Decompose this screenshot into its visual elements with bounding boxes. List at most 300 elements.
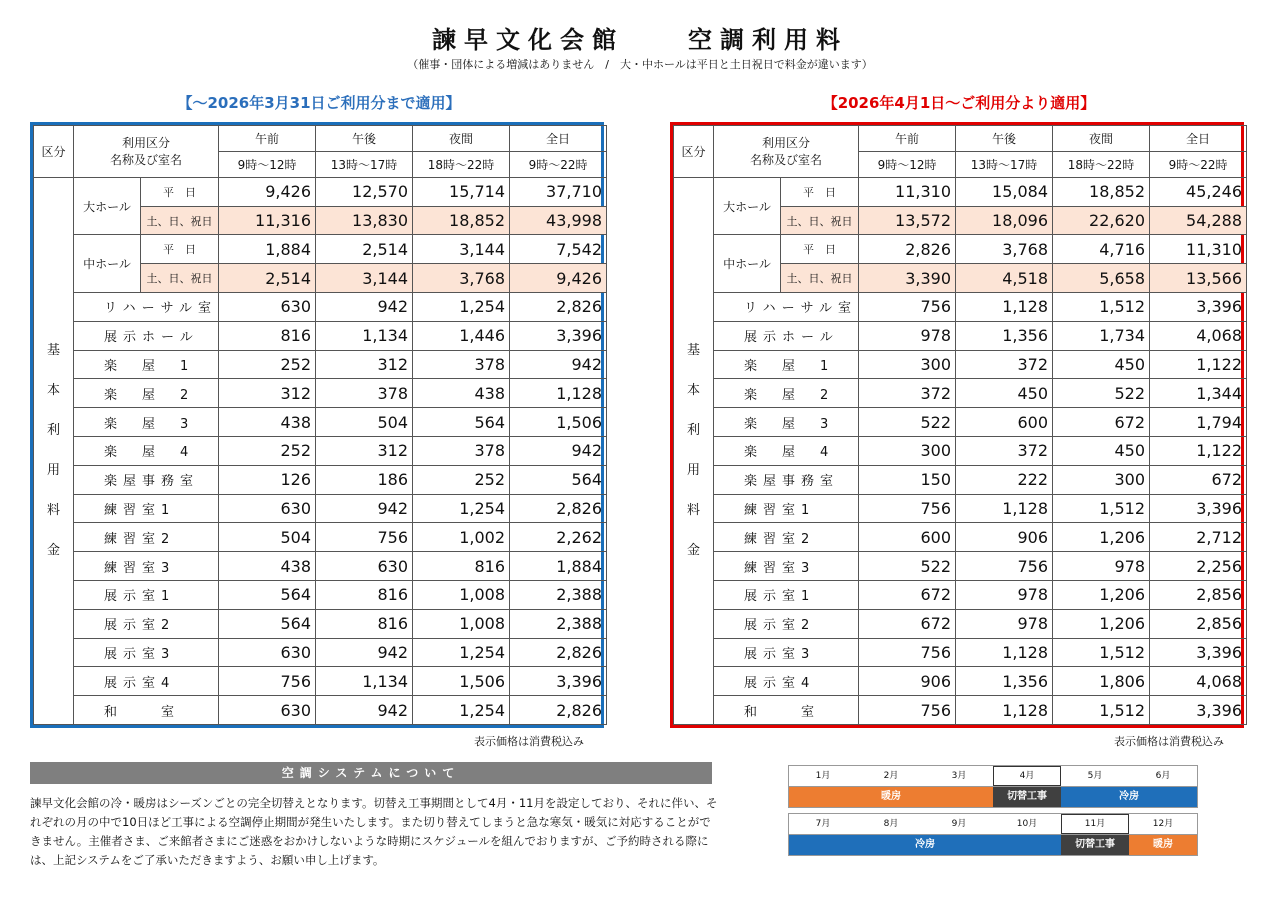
price-cell: 2,856 [1150, 609, 1247, 638]
price-cell: 1,134 [316, 667, 413, 696]
price-cell: 3,144 [316, 264, 413, 293]
price-cell: 564 [413, 408, 510, 437]
room-name: 楽 屋 1 [74, 350, 219, 379]
price-cell: 1,254 [413, 494, 510, 523]
usage-header [74, 126, 219, 178]
season-bar: 冷房 [1061, 787, 1197, 807]
time-header: 18時～22時 [413, 151, 510, 177]
table-row [34, 408, 607, 437]
price-cell: 564 [510, 465, 607, 494]
room-name: 展示室2 [714, 609, 859, 638]
price-cell: 906 [859, 667, 956, 696]
basic-fee-char: 基 [686, 342, 700, 358]
price-cell: 3,396 [1150, 696, 1247, 725]
time-header: 13時～17時 [316, 151, 413, 177]
price-cell: 504 [219, 523, 316, 552]
room-name: 練習室3 [714, 552, 859, 581]
room-name: 展示室2 [74, 609, 219, 638]
month-label: 6月 [1155, 771, 1171, 781]
price-cell: 252 [219, 350, 316, 379]
price-cell: 1,356 [956, 667, 1053, 696]
room-name: 楽 屋 4 [714, 436, 859, 465]
month-label: 8月 [883, 819, 899, 829]
month-label: 11月 [1061, 814, 1129, 834]
weekend-label: 土、日、祝日 [781, 264, 859, 293]
price-cell: 2,826 [510, 494, 607, 523]
table-row [674, 465, 1247, 494]
price-cell: 22,620 [1053, 206, 1150, 235]
price-cell: 2,826 [510, 696, 607, 725]
price-cell: 942 [316, 696, 413, 725]
price-cell: 11,310 [859, 177, 956, 206]
weekday-label: 平 日 [141, 177, 219, 206]
weekend-label: 土、日、祝日 [141, 206, 219, 235]
price-cell: 252 [413, 465, 510, 494]
price-cell: 3,396 [1150, 293, 1247, 322]
kubun-header: 区分 [34, 126, 74, 178]
basic-fee-label [34, 177, 74, 724]
price-cell: 756 [219, 667, 316, 696]
price-cell: 15,084 [956, 177, 1053, 206]
price-cell: 15,714 [413, 177, 510, 206]
usage-header-line2: 名称及び室名 [750, 153, 823, 168]
price-cell: 1,356 [956, 321, 1053, 350]
price-cell: 942 [316, 494, 413, 523]
room-name: 楽 屋 1 [714, 350, 859, 379]
weekday-label: 平 日 [781, 177, 859, 206]
room-name: リハーサル室 [714, 293, 859, 322]
room-name: 和 室 [714, 696, 859, 725]
system-description: 諫早文化会館の冷・暖房はシーズンごとの完全切替えとなります。切替え工事期間として4月・11月を設定しており、それに伴い、それぞれの月の中で10日ほど工事による空調停止期間が発生いたします。また切り替えてしまうと急な寒気・暖気に対応することができません。主催者さま、ご来館者さまにご迷惑をおかけしないような時期にスケジュールを組んでおりますが、ご予約時される際には、上記システムをご了承いただきますよう、お願い申し上げます。 [30, 796, 718, 867]
price-cell: 372 [956, 436, 1053, 465]
price-cell: 630 [219, 293, 316, 322]
month-label: 9月 [951, 819, 967, 829]
room-name: 楽 屋 2 [74, 379, 219, 408]
room-name: 展示室4 [714, 667, 859, 696]
price-cell: 450 [956, 379, 1053, 408]
room-name: 楽 屋 2 [714, 379, 859, 408]
table-row [674, 321, 1247, 350]
price-cell: 1,344 [1150, 379, 1247, 408]
price-cell: 378 [413, 350, 510, 379]
room-name: 展示室1 [714, 580, 859, 609]
old-rates-table [30, 122, 604, 728]
table-row [674, 350, 1247, 379]
price-cell: 3,396 [1150, 494, 1247, 523]
month-label: 4月 [993, 766, 1061, 786]
price-cell: 630 [316, 552, 413, 581]
table-row [674, 552, 1247, 581]
price-cell: 3,396 [510, 667, 607, 696]
price-cell: 564 [219, 580, 316, 609]
price-cell: 9,426 [219, 177, 316, 206]
price-cell: 2,826 [859, 235, 956, 264]
table-row [34, 580, 607, 609]
period-header-yakan: 夜間 [413, 126, 510, 152]
month-label: 12月 [1152, 819, 1174, 829]
price-cell: 672 [1053, 408, 1150, 437]
price-cell: 1,128 [956, 293, 1053, 322]
price-cell: 378 [413, 436, 510, 465]
price-cell: 906 [956, 523, 1053, 552]
price-cell: 18,096 [956, 206, 1053, 235]
price-cell: 438 [219, 552, 316, 581]
price-cell: 1,128 [956, 638, 1053, 667]
calendar-months [788, 813, 1198, 834]
price-cell: 1,122 [1150, 436, 1247, 465]
price-cell: 1,008 [413, 580, 510, 609]
period-header-gogo: 午後 [316, 126, 413, 152]
calendar-months [788, 765, 1198, 786]
price-cell: 4,068 [1150, 667, 1247, 696]
price-cell: 2,514 [219, 264, 316, 293]
room-name: 展示室4 [74, 667, 219, 696]
price-cell: 816 [219, 321, 316, 350]
period-header-gozen: 午前 [219, 126, 316, 152]
table-row [674, 177, 1247, 206]
price-cell: 12,570 [316, 177, 413, 206]
basic-fee-char: 用 [686, 462, 700, 478]
table-row [674, 696, 1247, 725]
time-header: 9時～22時 [510, 151, 607, 177]
table-row [34, 379, 607, 408]
month-label: 1月 [815, 771, 831, 781]
price-cell: 438 [413, 379, 510, 408]
table-row [674, 379, 1247, 408]
table-row [34, 350, 607, 379]
month-label: 10月 [1016, 819, 1038, 829]
tax-note: 表示価格は消費税込み [474, 735, 584, 748]
price-cell: 978 [956, 609, 1053, 638]
price-cell: 1,206 [1053, 580, 1150, 609]
table-row [34, 321, 607, 350]
price-cell: 1,128 [510, 379, 607, 408]
price-cell: 816 [413, 552, 510, 581]
price-cell: 312 [316, 436, 413, 465]
price-cell: 186 [316, 465, 413, 494]
price-cell: 600 [956, 408, 1053, 437]
table-row [34, 494, 607, 523]
room-name: リハーサル室 [74, 293, 219, 322]
weekday-label: 平 日 [781, 235, 859, 264]
price-cell: 756 [859, 293, 956, 322]
price-cell: 2,262 [510, 523, 607, 552]
price-cell: 126 [219, 465, 316, 494]
price-cell: 1,512 [1053, 696, 1150, 725]
price-cell: 1,884 [219, 235, 316, 264]
price-cell: 756 [859, 494, 956, 523]
basic-fee-char: 金 [686, 542, 700, 558]
room-name: 練習室2 [714, 523, 859, 552]
table-row [674, 293, 1247, 322]
table-row [674, 494, 1247, 523]
room-name: 展示室3 [714, 638, 859, 667]
system-heading: 空調システムについて [30, 762, 712, 784]
price-cell: 312 [219, 379, 316, 408]
price-cell: 13,830 [316, 206, 413, 235]
price-cell: 438 [219, 408, 316, 437]
price-cell: 9,426 [510, 264, 607, 293]
price-cell: 2,712 [1150, 523, 1247, 552]
room-name: 展示室1 [74, 580, 219, 609]
table-row [34, 177, 607, 206]
price-cell: 1,254 [413, 293, 510, 322]
price-cell: 1,206 [1053, 609, 1150, 638]
price-cell: 4,716 [1053, 235, 1150, 264]
price-cell: 252 [219, 436, 316, 465]
room-name: 和 室 [74, 696, 219, 725]
calendar-second-half [788, 813, 1198, 856]
price-cell: 378 [316, 379, 413, 408]
season-bar: 暖房 [1129, 835, 1197, 855]
price-cell: 4,518 [956, 264, 1053, 293]
price-cell: 942 [510, 436, 607, 465]
table-row [674, 609, 1247, 638]
price-cell: 1,512 [1053, 638, 1150, 667]
period-header-yakan: 夜間 [1053, 126, 1150, 152]
basic-fee-char: 料 [46, 502, 60, 518]
table-row [34, 436, 607, 465]
table-row [34, 465, 607, 494]
room-name: 楽 屋 3 [714, 408, 859, 437]
time-header: 9時～22時 [1150, 151, 1247, 177]
room-name: 楽屋事務室 [74, 465, 219, 494]
month-label: 7月 [815, 819, 831, 829]
basic-fee-char: 料 [686, 502, 700, 518]
table-row [674, 667, 1247, 696]
price-cell: 3,396 [1150, 638, 1247, 667]
time-header: 9時～12時 [219, 151, 316, 177]
calendar-bars [788, 786, 1198, 808]
price-cell: 2,826 [510, 638, 607, 667]
price-cell: 45,246 [1150, 177, 1247, 206]
basic-fee-char: 基 [46, 342, 60, 358]
weekend-label: 土、日、祝日 [781, 206, 859, 235]
table-row [34, 523, 607, 552]
usage-header-line1: 利用区分 [122, 136, 171, 151]
room-name: 展示室3 [74, 638, 219, 667]
price-cell: 942 [316, 293, 413, 322]
usage-header-line1: 利用区分 [762, 136, 811, 151]
price-cell: 1,794 [1150, 408, 1247, 437]
tax-note: 表示価格は消費税込み [1114, 735, 1224, 748]
price-cell: 978 [956, 580, 1053, 609]
price-cell: 816 [316, 609, 413, 638]
mid-hall-label: 中ホール [714, 235, 781, 293]
season-bar: 切替工事 [1061, 835, 1129, 855]
price-cell: 1,122 [1150, 350, 1247, 379]
price-cell: 756 [316, 523, 413, 552]
price-cell: 1,446 [413, 321, 510, 350]
room-name: 展示ホール [74, 321, 219, 350]
price-cell: 564 [219, 609, 316, 638]
room-name: 展示ホール [714, 321, 859, 350]
month-label: 3月 [951, 771, 967, 781]
price-cell: 756 [859, 638, 956, 667]
price-cell: 372 [859, 379, 956, 408]
weekend-label: 土、日、祝日 [141, 264, 219, 293]
basic-fee-label [674, 177, 714, 724]
large-hall-label: 大ホール [714, 177, 781, 235]
price-cell: 2,514 [316, 235, 413, 264]
basic-fee-char: 本 [46, 382, 60, 398]
usage-header-line2: 名称及び室名 [110, 153, 183, 168]
price-cell: 300 [859, 350, 956, 379]
table-row [674, 235, 1247, 264]
table-row [674, 523, 1247, 552]
basic-fee-char: 本 [686, 382, 700, 398]
table-row [674, 408, 1247, 437]
price-cell: 1,512 [1053, 494, 1150, 523]
price-cell: 1,506 [510, 408, 607, 437]
price-cell: 18,852 [413, 206, 510, 235]
price-cell: 522 [1053, 379, 1150, 408]
period-header-zenjitsu: 全日 [1150, 126, 1247, 152]
price-cell: 1,734 [1053, 321, 1150, 350]
room-name: 練習室1 [714, 494, 859, 523]
period-header-gogo: 午後 [956, 126, 1053, 152]
season-bar: 冷房 [789, 835, 1061, 855]
basic-fee-char: 金 [46, 542, 60, 558]
price-cell: 522 [859, 552, 956, 581]
table-row [34, 638, 607, 667]
time-header: 13時～17時 [956, 151, 1053, 177]
price-cell: 312 [316, 350, 413, 379]
price-cell: 372 [956, 350, 1053, 379]
price-cell: 630 [219, 494, 316, 523]
price-cell: 672 [859, 580, 956, 609]
price-cell: 300 [859, 436, 956, 465]
price-cell: 4,068 [1150, 321, 1247, 350]
price-cell: 2,256 [1150, 552, 1247, 581]
mid-hall-label: 中ホール [74, 235, 141, 293]
price-cell: 7,542 [510, 235, 607, 264]
table-row [34, 667, 607, 696]
price-cell: 54,288 [1150, 206, 1247, 235]
page-subtitle: （催事・団体による増減はありません / 大・中ホールは平日と土日祝日で料金が違います） [407, 58, 873, 71]
season-bar: 暖房 [789, 787, 993, 807]
price-cell: 13,566 [1150, 264, 1247, 293]
room-name: 練習室3 [74, 552, 219, 581]
room-name: 楽屋事務室 [714, 465, 859, 494]
table-row [34, 552, 607, 581]
price-cell: 978 [1053, 552, 1150, 581]
price-cell: 1,206 [1053, 523, 1150, 552]
price-cell: 43,998 [510, 206, 607, 235]
room-name: 練習室2 [74, 523, 219, 552]
price-cell: 2,388 [510, 609, 607, 638]
price-cell: 450 [1053, 436, 1150, 465]
price-cell: 1,008 [413, 609, 510, 638]
price-cell: 3,144 [413, 235, 510, 264]
price-cell: 222 [956, 465, 1053, 494]
price-cell: 504 [316, 408, 413, 437]
price-cell: 5,658 [1053, 264, 1150, 293]
price-cell: 3,768 [413, 264, 510, 293]
table-row [34, 696, 607, 725]
basic-fee-char: 利 [686, 422, 700, 438]
price-cell: 1,134 [316, 321, 413, 350]
period-header-zenjitsu: 全日 [510, 126, 607, 152]
price-cell: 816 [316, 580, 413, 609]
price-cell: 1,884 [510, 552, 607, 581]
price-cell: 13,572 [859, 206, 956, 235]
price-cell: 756 [956, 552, 1053, 581]
price-cell: 1,254 [413, 638, 510, 667]
price-cell: 1,002 [413, 523, 510, 552]
table-row [34, 293, 607, 322]
table-row [34, 235, 607, 264]
price-cell: 3,768 [956, 235, 1053, 264]
season-bar: 切替工事 [993, 787, 1061, 807]
room-name: 練習室1 [74, 494, 219, 523]
price-cell: 300 [1053, 465, 1150, 494]
new-rates-title: 【2026年4月1日～ご利用分より適用】 [822, 94, 1096, 112]
price-cell: 37,710 [510, 177, 607, 206]
price-cell: 11,310 [1150, 235, 1247, 264]
price-cell: 756 [859, 696, 956, 725]
price-cell: 942 [316, 638, 413, 667]
old-rates-title: 【～2026年3月31日ご利用分まで適用】 [177, 94, 461, 112]
month-label: 5月 [1087, 771, 1103, 781]
calendar-first-half [788, 765, 1198, 808]
kubun-header: 区分 [674, 126, 714, 178]
price-cell: 672 [1150, 465, 1247, 494]
price-cell: 18,852 [1053, 177, 1150, 206]
period-header-gozen: 午前 [859, 126, 956, 152]
price-cell: 2,826 [510, 293, 607, 322]
page-title: 諫早文化会館 空調利用料 [432, 26, 848, 54]
month-label: 2月 [883, 771, 899, 781]
time-header: 9時～12時 [859, 151, 956, 177]
room-name: 楽 屋 3 [74, 408, 219, 437]
price-cell: 2,388 [510, 580, 607, 609]
price-cell: 978 [859, 321, 956, 350]
price-cell: 630 [219, 696, 316, 725]
calendar-bars [788, 834, 1198, 856]
price-cell: 1,806 [1053, 667, 1150, 696]
table-row [674, 580, 1247, 609]
new-rates-table [670, 122, 1244, 728]
table-row [34, 609, 607, 638]
room-name: 楽 屋 4 [74, 436, 219, 465]
table-row [674, 638, 1247, 667]
price-cell: 1,254 [413, 696, 510, 725]
price-cell: 1,128 [956, 494, 1053, 523]
price-cell: 450 [1053, 350, 1150, 379]
header-row [674, 126, 1247, 152]
price-cell: 672 [859, 609, 956, 638]
price-cell: 600 [859, 523, 956, 552]
price-cell: 1,512 [1053, 293, 1150, 322]
price-cell: 11,316 [219, 206, 316, 235]
usage-header [714, 126, 859, 178]
price-cell: 3,390 [859, 264, 956, 293]
price-cell: 1,128 [956, 696, 1053, 725]
price-cell: 630 [219, 638, 316, 667]
price-cell: 150 [859, 465, 956, 494]
basic-fee-char: 用 [46, 462, 60, 478]
price-cell: 522 [859, 408, 956, 437]
time-header: 18時～22時 [1053, 151, 1150, 177]
large-hall-label: 大ホール [74, 177, 141, 235]
header-row [34, 126, 607, 152]
price-cell: 1,506 [413, 667, 510, 696]
table-row [674, 436, 1247, 465]
price-cell: 942 [510, 350, 607, 379]
price-cell: 2,856 [1150, 580, 1247, 609]
weekday-label: 平 日 [141, 235, 219, 264]
